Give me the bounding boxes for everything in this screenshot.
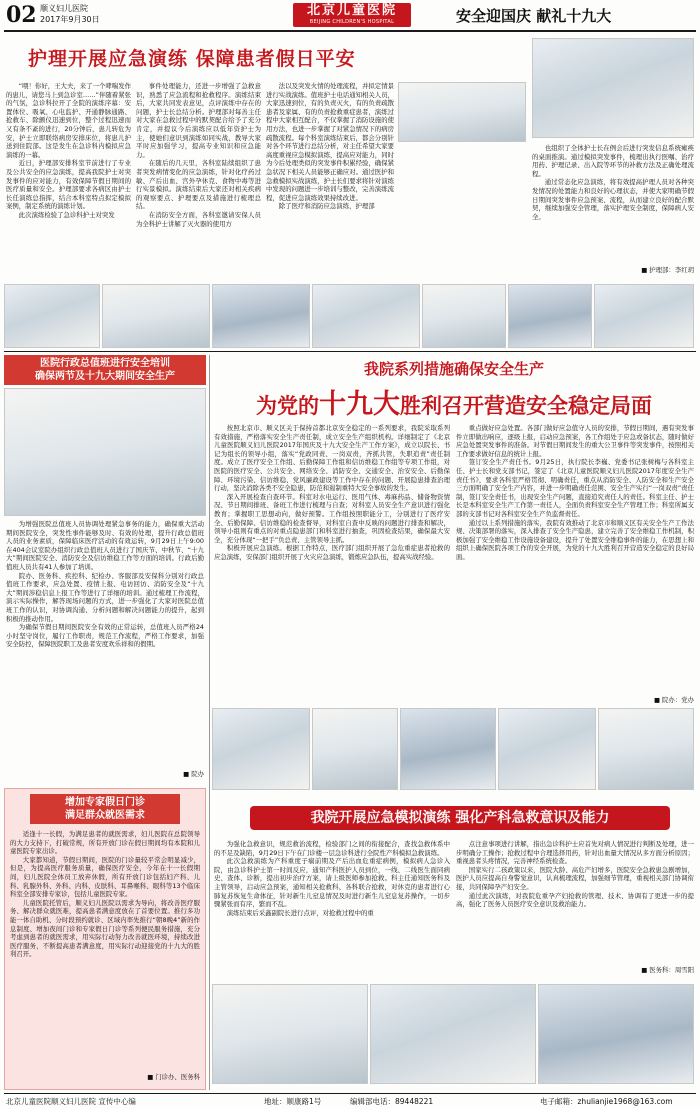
strip-photo-3 [212,284,310,348]
page-number: 02 [6,2,37,28]
hospital-logo [293,3,411,27]
strip-photo-5 [422,284,506,348]
sidebar1-body: 为增强医院总值班人员协调处理紧急事务的能力，确保重大活动期间医院安全，突发性事件能够及时、有效的处理，提升行政总值班人员的业务素质，保障临床医疗活动的有效运转，9月29日上午9:00在404会议室院办组织行政总值班人员进行了国庆节、中秋节、“十九大”期间医院安全、消防安全及信访维稳工作等方面的培训。行政后勤值班人员共有41人参加了培训。 院办、医务科、疾控科、纪检办、客服部及安保科分别对行政总值班工作要求，应急处置、疫情上报、电访回访、消防安全及“十九大”期间涉稳信息上报工作等进行了详细的培训。通过梳理工作流程，演示实际操作，解答现场问题的方式，进一步强化了大家对医院总值班工作的认识，对协调沟通、分析问题和解决问题能力的提升，起到积极的推动作用。 为确保节假日期间医院安全有效的正常运转，总值班人员严格24小时坚守岗位，履行工作职责，规范工作流程，严格工作要求，加强安全防控，保障医院职工及患者安度欢乐祥和的假期。 [6,520,204,649]
sidebar1-photo [4,388,206,516]
article1-photo-2 [398,82,526,142]
footer-address: 地址：顺康路1号 [264,1097,322,1106]
article1-col4: 也组织了全体护士长在例会后进行突发信息系统瘫痪的桌面推演。通过模拟突发事件，梳理出执行医嘱、治疗用药、护理记录、出入院等环节的补救方法及正确处理流程。 通过常态化应急演练，将有效提高护理人员对各种突发情况的处置能力和良好的心理状态，并使大家明确节假日期间突发事件应急预案、流程，从而建立良好的配合默契，继续加强安全管理，落实护理安全制度，保障病人安全。 [532,144,694,221]
article1-col3b [398,148,526,282]
paper-name: 顺义妇儿医院 [40,4,88,13]
article2-title-line2: 为党的十九大胜利召开营造安全稳定局面 [256,389,652,420]
article2-title-line1: 我院系列措施确保安全生产 [363,360,544,378]
article2-signature: ■ 院办：党办 [653,696,694,704]
article2-col2: 重点做好应急处置。各部门做好应急值守人员的安排，节假日期间，遇有突发事件立即做出响应，逐级上报，启动应急预案，各工作组处于应急或备状态，随时做好应急处置突发事件的准备。对节假日期间发生的重大公卫事件等突发事件，按照相关工作要求做好信息的统计上报。 签订安全生产责任书。9月25日，执行院长李巍、党委书记张树梅与各科室主任、护士长和党支部书记，签定了《北京儿童医院顺义妇儿医院2017年度安全生产责任书》，要求各科室严格贯彻、明确责任，重点从消防安全、人防安全和生产安全三方面明确了安全生产内容，并进一步明确责任范围、安全生产实行“一岗双责”责任制，签订安全责任书，出现安全生产问题，直接追究责任人的责任。科室主任、护士长是本科室安全生产工作第一责任人，全面负责科室安全生产管理工作；科室所属支部的支部书记对各科室安全生产负监督责任。 通过以上系列措施的落实，我院有效推动了北京市和顺义区有关安全生产工作法规、决策部署的落实，深入排查了安全生产隐患，建立完善了安全维稳工作机制，积极加强了安全维稳工作设施设备建设，提升了处置安全维稳事件的能力，在思想上和组织上确保医院各项工作的安全开展，为党的十九大胜利召开营造安全稳定的良好局面。 [456,424,694,561]
section-rule-1 [4,351,696,352]
strip-photo-7 [594,284,694,348]
row2-photo-4 [498,708,596,790]
strip-photo-6 [508,284,592,348]
sidebar2-body: 适逢十一长假，为满足患者的就医需求，妇儿医院在总院领导的大力支持下，打破常规，所有开放门诊在假日期间均有本院和儿童医院专家出诊。 大家都知道，节假日期间，医院的门诊量较平常会明显减少，但是，为提高医疗服务质量，确保医疗安全，今年在十一长假期间，妇儿医院全体员工放弃休假，所有开放门诊包括妇产科、儿科、乳腺外科、外科、内科、皮肤科、耳鼻喉科、眼科等13个临床科室全部安排专家诊，包括儿童医院专家。 儿童医院托管后，顺义妇儿医院以需求为导向，将改善医疗服务、解决群众就医难，提高患者满意度放在了首要位置。推行多功能一体自助机、分时段预约就诊、区域内率先推行“朝8晚4”新的作息制度、增加夜间门诊和专家假日门诊等系列便民服务措施，充分考虑到患者的就医需求，用实际行动努力改善就医环境，持续改进医疗服务，不断提高患者满意度，用实际行动迎接党的十九大的胜利召开。 [10,830,200,959]
sidebar2-signature: ■ 门诊办、医务科 [147,1073,200,1081]
article1-title: 护理开展应急演练 保障患者假日平安 [28,48,356,70]
logo-cn-text: 北京儿童医院 [306,3,397,18]
strip-photo-2 [102,284,210,348]
strip-photo-4 [312,284,420,348]
row2-photo-2 [312,708,398,790]
article3-signature: ■ 医务科：周雪阳 [641,966,694,974]
sidebar2-title: 增加专家假日门诊 满足群众就医需求 [30,794,180,824]
header-slogan: 安全迎国庆 献礼十九大 [456,7,612,25]
row3-photo-3 [538,984,694,1084]
row2-photo-1 [212,708,310,790]
article1-photo-main [532,38,694,138]
footer-editor: 北京儿童医院顺义妇儿医院 宣传中心编 [6,1097,136,1106]
article1-col2: 事件处理能力，还进一步增强了急救意识，熟悉了应急流程和抢救程序。演练结束后，大家共同发表意见，点评演练中存在的问题，护士长总结分析。护理部对每善主任对大家在急救过程中的默契配合给予了充分肯定，并提议今后演练应以低年资护士为主，使她们意识到演练如同实战，教导大家平时应加强学习，提高专业知识和应急能力。 在随后的几天里，各科室陆续组织了患者突发病情变化的应急演练，针对化疗药过敏、产后出血、宫外孕休克、食物中毒等进行实景模拟。演练结束后大家还对相关疾病的观察要点、护理要点及措施进行梳理总结。 在消防安全方面，各科室邀请安保人员为全科护士讲解了灭火器的使用方 [136,82,261,228]
article1-signature: ■ 护理部：李红玥 [641,266,694,274]
sidebar1-title: 医院行政总值班进行安全培训 确保两节及十九大期间安全生产 [4,355,206,385]
footer-email: 电子邮箱：zhulianjie1968@163.com [540,1097,673,1106]
row2-photo-3 [400,708,496,790]
footer-rule [4,1093,696,1094]
row3-photo-1 [212,984,368,1084]
article3-title: 我院开展应急模拟演练 强化产科急救意识及能力 [250,806,670,830]
article2-col1: 按照北京市、顺义区关于保持首都北京安全稳定的一系列要求，我院采取系列有效措施，严格落实安全生产责任制，成立安全生产组织机构。详细制定了《北京儿童医院顺义妇儿医院2017年国庆及十九大安全生产工作方案》，成立以院长、书记为组长的领导小组，落实“党政同责、一岗双责，齐抓共管，失职追责”责任制度。成立了医疗安全工作组、后勤保障工作组和信访维稳工作组等专项工作组，对医院的医疗安全、公共安全、网络安全、消防安全、交通安全、治安安全、后勤保障、环境污染、信访维稳、党风廉政建设等工作中存在的问题、开展隐患排查治理行动，坚决消除各类不安全隐患，防范和遏制重特大安全事故的发生。 深入开展检查自查环节。科室对水电运行、医用气体、毒麻药品、储备物资情况、节日期间排班、备班工作进行梳理与自查；对科室人员安全生产意识进行强化教育；掌握职工思想动向，做好预警。工作组按照职能分工，分别进行了医疗安全、后勤保障、信访维稳的检查督导，对科室自查中反映的问题进行排查和解决，领导小组则有重点的对重点隐患部门和科室进行抽查，巩固检查结果，确保最大安全，充分体现“一把手”负总责、主管领导主抓。 积极开展应急演练。根据工作特点，医疗部门组织开展了急危重症患者抢救的应急演练，安保部门组织开展了火灾应急演练，锻炼应急队伍，提高实战经验。 [214,424,450,561]
article1-col3: 法以及突发火情的处理流程，并拟定情景进行实战演练。值班护士电话通知相关人员，大家迅速到位，有的负责灭火，有的负责疏散患者及家属、有的负责抢救重症患者，演练过程中大家相互配合，不仅掌握了消防设施的使用方法，也进一步掌握了对紧急情况下的病房疏散流程。每个科室演练结束后，都会分别针对各个环节进行总结分析，对主任希望大家要高度重视应急模拟演练，提高应对能力，同时为今后处理类似的突发事件积累经验，确保紧急状况下相关人员能够正确应对。通过医护和急救模拟实战演练，护士长们要求将针对演练中发现的问题进一步培训与整改，完善演练流程，促进应急演练效果持续改进。 除了医疗和消防应急演练，护理部 [266,82,394,211]
article3-col2: 点注意事项进行讲解，指出急诊科护士应首先对病人情况进行判断及处理，进一步明确分工操作；抢救过程中合理选择用药，针对出血量大情况从多方面分析原因；重视患者头疼情况，完善神经系统检查。 国家实行二孩政策以来，医院大龄、高危产妇增多，医院安全急救患急剧增加，医护人员应提高自身警觉意识，认真梳理流程，加强细节管理，重视相关部门协调衔接，共同保障孕产妇安全。 通过此次演练，对我院危重孕产妇抢救的管理、技术、协调有了更进一步的提高，强化了医务人员医疗安全意识及救治能力。 [456,840,694,909]
row3-photo-2 [370,984,536,1084]
sidebar1-signature: ■ 院办 [183,770,204,778]
footer-phone: 编辑部电话：89448221 [350,1097,434,1106]
logo-en-text: BEIJING CHILDREN'S HOSPITAL [309,19,395,25]
issue-date: 2017年9月30日 [40,15,100,24]
column-divider [209,355,210,1090]
header-rule [4,30,696,32]
strip-photo-1 [4,284,100,348]
article3-col1: 为强化急救意识，规范救治流程，检验部门之间的衔接配合，查找急救体系中的不足及缺陷，9月29日下午在门诊楼一层急诊科进行全院性产科模拟急救演练。 此次急救演练为产科重度子痫前期及产后出血危重症病例，模拟病人急诊入院，由急诊科护士第一时间反应，通知产科医护人员到位，一线、二线医生面同病史、查体、诊断，提出初步治疗方案，请上级医师参加抢救。科主任通知医务科及主管领导，启动应急预案，通知相关抢救科、各科联合抢救，对休克的患者进行心肺复苏恢复生命体征，针对新生儿窒息情况及时进行新生儿窒息复苏操作，一切步骤紧张而有序，繁而不乱。 演练结束后采鑫副院长进行点评，对抢救过程中的重 [214,840,450,917]
row2-photo-5 [598,708,694,790]
article1-col1: “喂！你好，王大夫，来了一个哮喘发作的患儿，请您马上到急诊室……”伴随着紧张的气氛，急诊科拉开了全院的演练序幕：安置体位、吸氧、心电监护、开通静脉通路、抢救车、除颤仪迅速到位，整个过程迅速而又有条不紊的进行，20分钟后，患儿转危为安，护士立即联络病房安排床位，将患儿护送到住院部。这是发生在急诊科内模拟应急演练的一幕。 近日，护理部安排科室节前进行了专业及公共安全的应急演练，提高我院护士对突发事件的应对能力，有效保障节假日期间的医疗质量和安全。护理部要求各病区由护士长任演练总指挥，结合本科室特点拟定模拟案例，制定系统的演练计划。 此次演练检验了急诊科护士对突发 [6,82,131,219]
